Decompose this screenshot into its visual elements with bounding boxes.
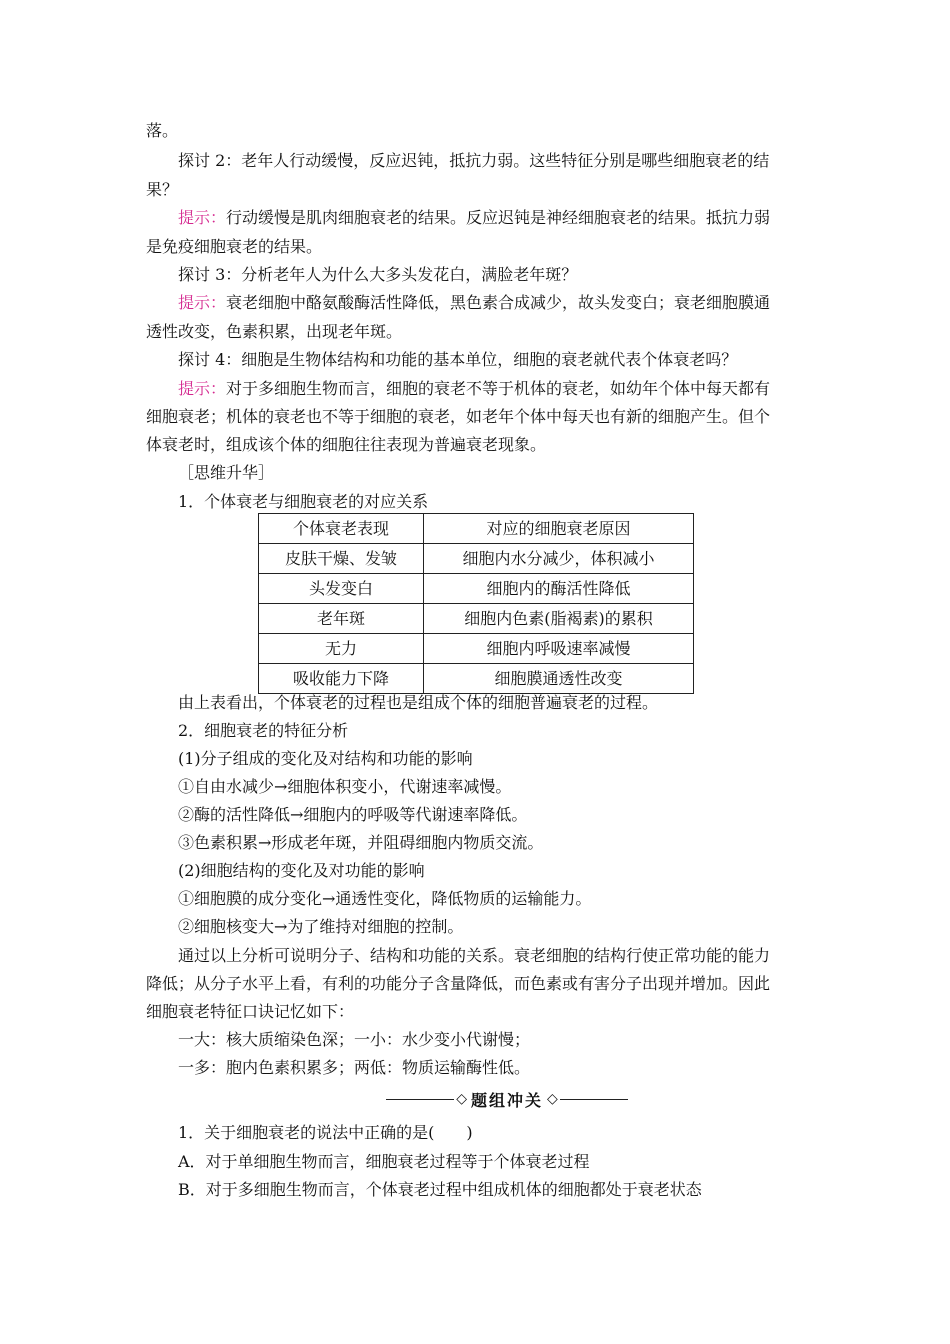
divider-rule-right [560,1099,628,1100]
table-row [259,544,694,574]
cell-individual-aging: 吸收能力下降 [259,664,424,694]
line-text: 是免疫细胞衰老的结果。 [146,237,323,256]
line-text: ②酶的活性降低→细胞内的呼吸等代谢速率降低。 [178,805,528,824]
line-text: 1．个体衰老与细胞衰老的对应关系 [178,492,429,511]
hint-label: 提示： [178,379,227,398]
text-line [178,721,348,741]
line-text: 落。 [146,121,179,140]
cell-individual-aging: 个体衰老表现 [259,514,424,544]
text-line [178,805,527,825]
cell-cellular-cause: 细胞内呼吸速率减慢 [424,634,694,664]
text-line [146,435,546,455]
line-text: 行动缓慢是肌肉细胞衰老的结果。反应迟钝是神经细胞衰老的结果。抵抗力弱 [226,208,771,227]
text-line [178,1030,530,1050]
divider-rule-left [386,1099,454,1100]
line-text: 果？ [146,180,179,199]
line-text: 一大：核大质缩染色深；一小：水少变小代谢慢； [178,1030,531,1049]
text-line [178,492,428,512]
line-text: ①自由水减少→细胞体积变小，代谢速率减慢。 [178,777,512,796]
line-text: B．对于多细胞生物而言，个体衰老过程中组成机体的细胞都处于衰老状态 [178,1180,702,1199]
diamond-icon: ◇ [547,1091,558,1107]
table-row [259,574,694,604]
text-line [178,293,770,313]
cell-cellular-cause: 细胞内色素(脂褐素)的累积 [424,604,694,634]
line-text: ②细胞核变大→为了维持对细胞的控制。 [178,917,464,936]
text-line [178,1152,590,1172]
text-line [178,151,769,171]
text-line [178,917,463,937]
line-text: 探讨 4：细胞是生物体结构和功能的基本单位，细胞的衰老就代表个体衰老吗？ [178,350,738,369]
line-text: (1)分子组成的变化及对结构和功能的影响 [178,749,473,768]
cell-cellular-cause: 对应的细胞衰老原因 [424,514,694,544]
text-line [178,208,770,228]
text-line [178,1058,530,1078]
text-line [146,121,178,141]
line-text: (2)细胞结构的变化及对功能的影响 [178,861,425,880]
line-text: A．对于单细胞生物而言，细胞衰老过程等于个体衰老过程 [178,1152,590,1171]
text-line [146,180,178,200]
line-text: 一多：胞内色素积累多；两低：物质运输酶性低。 [178,1058,531,1077]
line-text: 探讨 3：分析老年人为什么大多头发花白，满脸老年斑？ [178,265,578,284]
text-line [178,889,591,909]
diamond-icon: ◇ [456,1091,467,1107]
line-text: 降低；从分子水平上看，有利的功能分子含量降低，而色素或有害分子出现并增加。因此 [146,974,771,993]
text-line [178,861,425,881]
text-line [178,749,473,769]
text-line [146,407,770,427]
text-line [178,379,770,399]
line-text: 探讨 2：老年人行动缓慢，反应迟钝，抵抗力弱。这些特征分别是哪些细胞衰老的结 [178,151,770,170]
line-text: 体衰老时，组成该个体的细胞往往表现为普遍衰老现象。 [146,435,547,454]
cell-individual-aging: 老年斑 [259,604,424,634]
text-line [146,237,322,257]
line-text: ③色素积累→形成老年斑，并阻碍细胞内物质交流。 [178,833,544,852]
text-line [178,777,511,797]
line-text: ①细胞膜的成分变化→通透性变化，降低物质的运输能力。 [178,889,592,908]
line-text: 对于多细胞生物而言，细胞的衰老不等于机体的衰老，如幼年个体中每天都有 [226,379,771,398]
text-line [178,350,737,370]
cell-individual-aging: 头发变白 [259,574,424,604]
hint-label: 提示： [178,293,227,312]
cell-cellular-cause: 细胞内的酶活性降低 [424,574,694,604]
section-divider [386,1089,628,1109]
line-text: ［思维升华］ [178,463,275,482]
hint-label: 提示： [178,208,227,227]
cell-individual-aging: 无力 [259,634,424,664]
table-header-row [259,514,694,544]
aging-correspondence-table [258,513,694,694]
line-text: 由上表看出，个体衰老的过程也是组成个体的细胞普遍衰老的过程。 [178,693,659,712]
line-text: 1．关于细胞衰老的说法中正确的是( ) [178,1123,473,1142]
text-line [178,693,658,713]
cell-cellular-cause: 细胞膜通透性改变 [424,664,694,694]
line-text: 细胞衰老特征口诀记忆如下： [146,1002,355,1021]
table-row [259,604,694,634]
line-text: 透性改变，色素积累，出现老年斑。 [146,322,403,341]
section-title: 题组冲关 [471,1090,544,1110]
text-line [178,1123,473,1143]
text-line [178,463,274,483]
table-row [259,634,694,664]
line-text: 细胞衰老；机体的衰老也不等于细胞的衰老，如老年个体中每天也有新的细胞产生。但个 [146,407,771,426]
text-line [178,946,770,966]
text-line [146,322,402,342]
text-line [178,833,543,853]
text-line [178,1180,702,1200]
line-text: 2．细胞衰老的特征分析 [178,721,349,740]
text-line [146,974,770,994]
cell-cellular-cause: 细胞内水分减少，体积减小 [424,544,694,574]
cell-individual-aging: 皮肤干燥、发皱 [259,544,424,574]
line-text: 衰老细胞中酪氨酸酶活性降低，黑色素合成减少，故头发变白；衰老细胞膜通 [226,293,771,312]
text-line [178,265,577,285]
line-text: 通过以上分析可说明分子、结构和功能的关系。衰老细胞的结构行使正常功能的能力 [178,946,771,965]
text-line [146,1002,354,1022]
table-row [259,664,694,694]
